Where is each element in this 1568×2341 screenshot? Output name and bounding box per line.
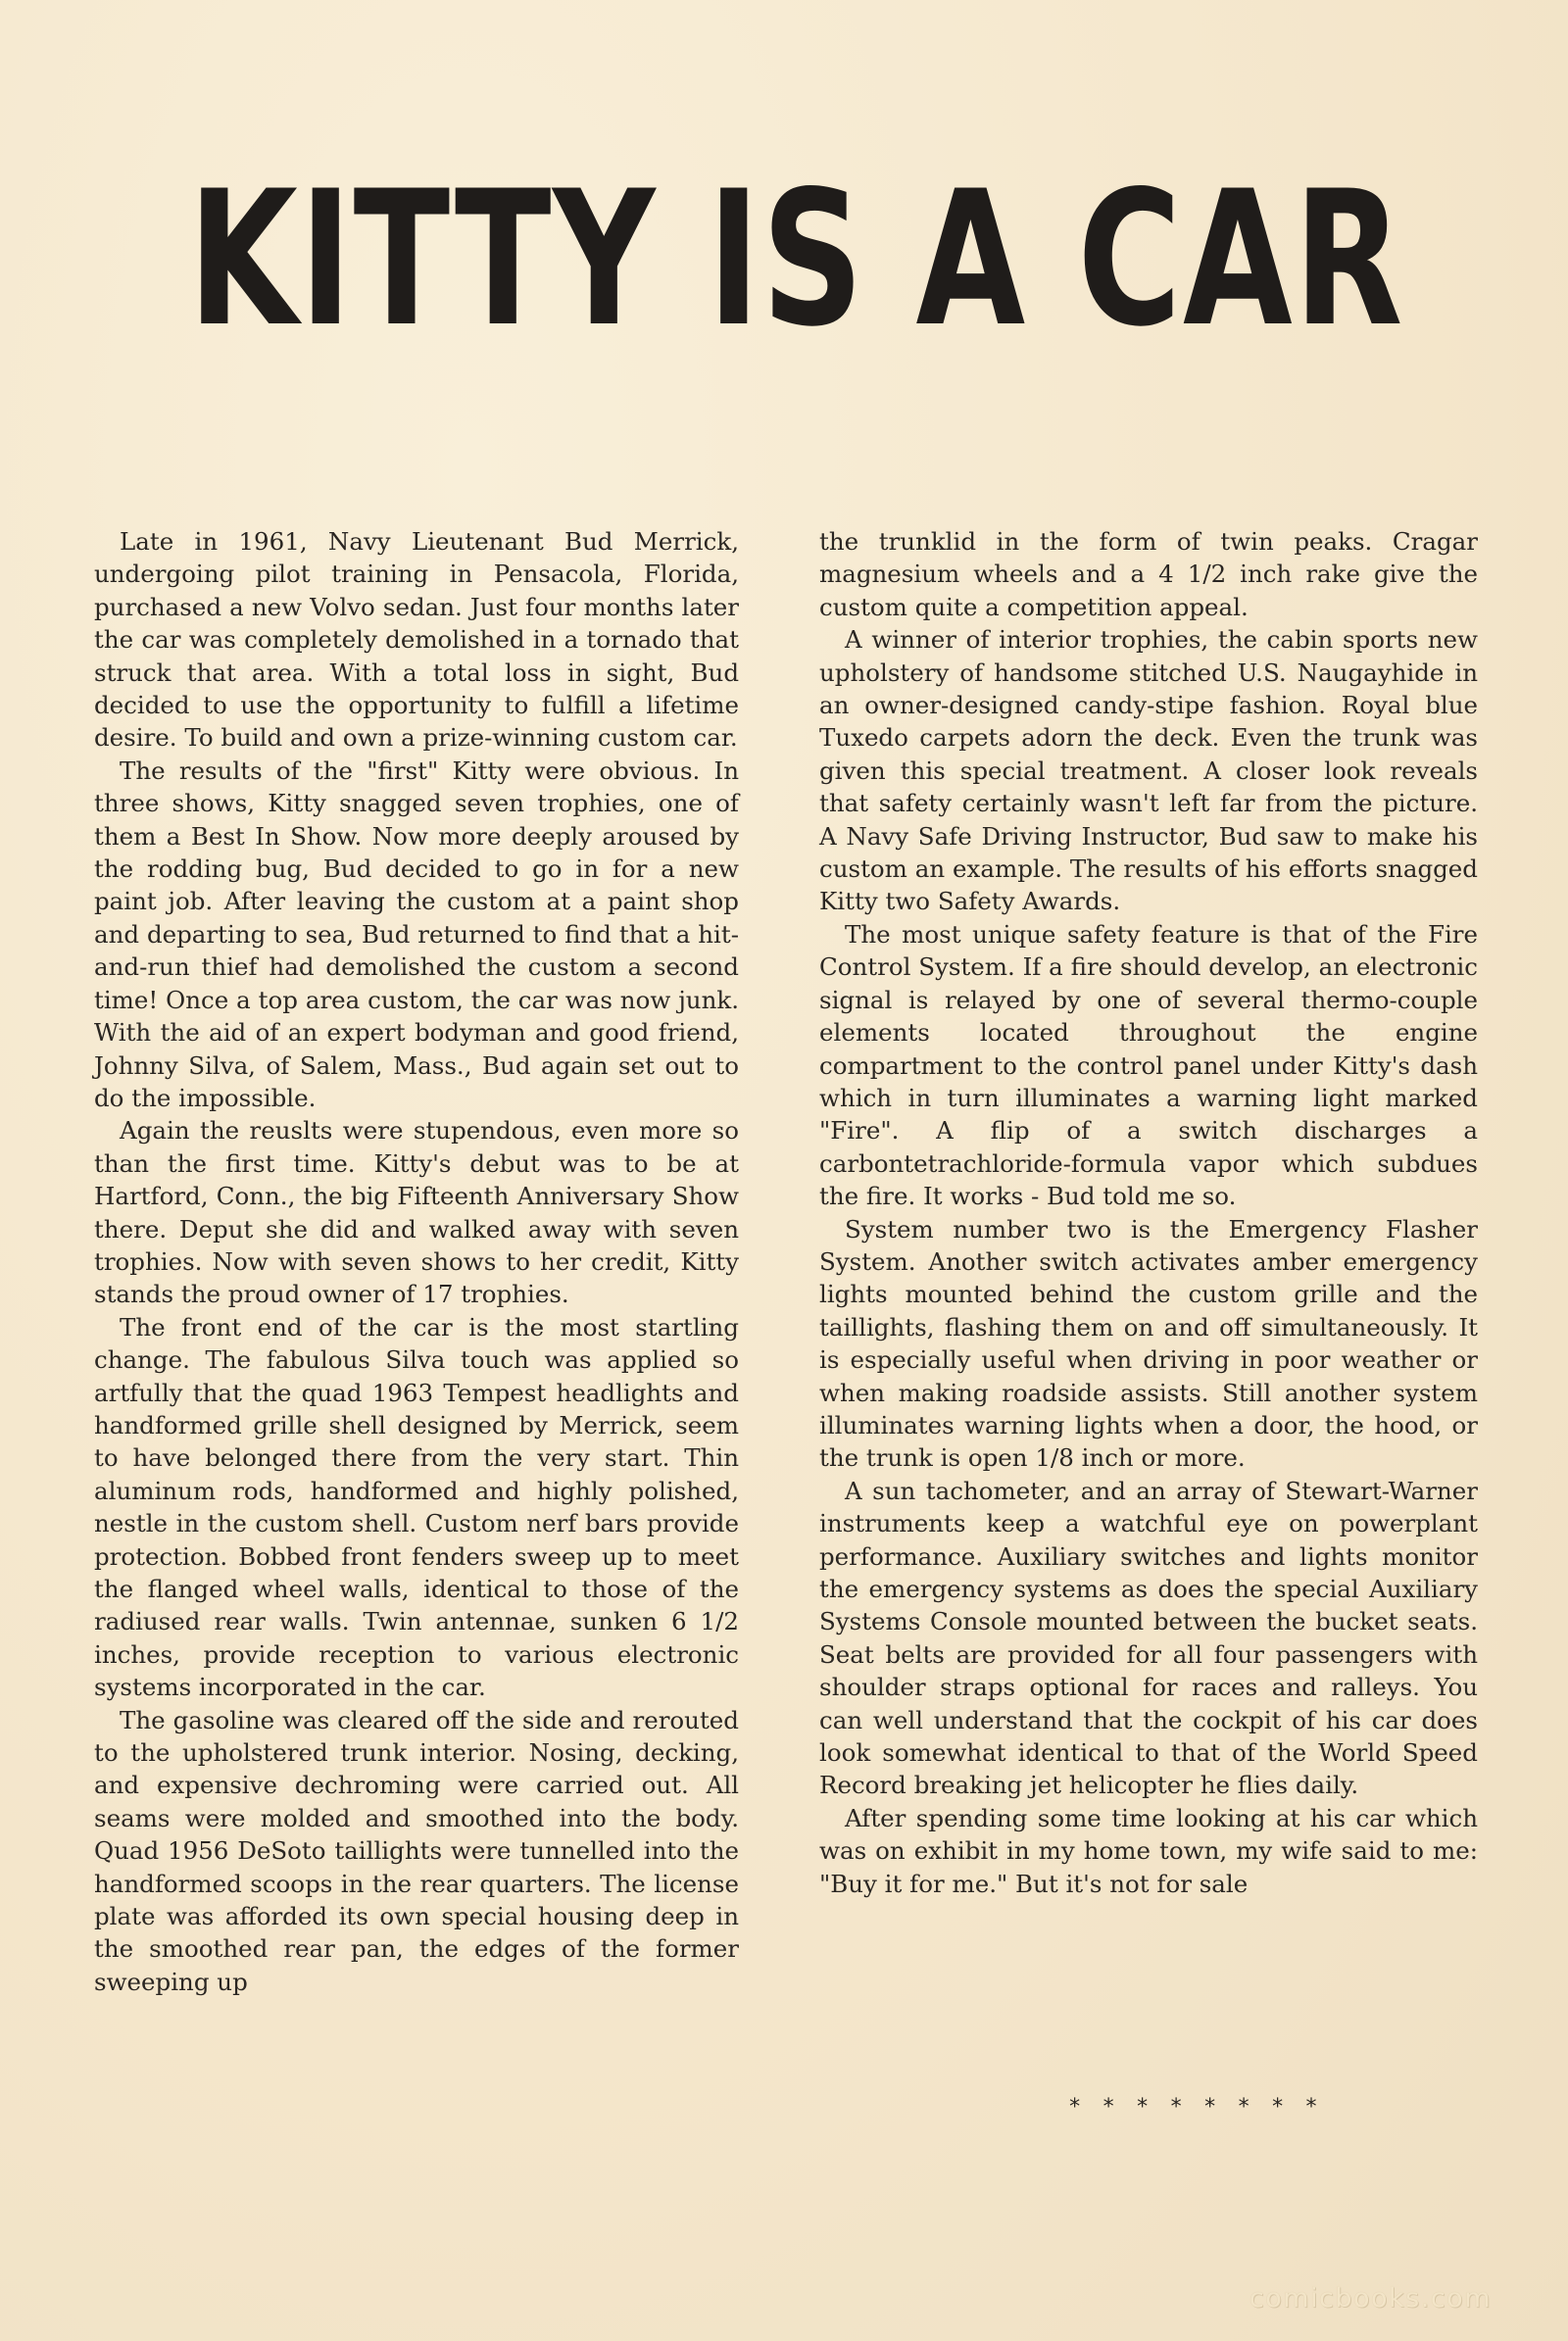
paragraph: System number two is the Emergency Flasher System. Another switch activates amber emergency lights mounted behind the custom grille and the taillights, flashing them on and off simultaneously. It is especially useful when driving in poor weather or when making roadside assists. Still another system illuminates warning lights when a door, the hood, or the trunk is open 1/8 inch or more. <box>819 1214 1478 1473</box>
paragraph: A winner of interior trophies, the cabin sports new upholstery of handsome stitched U.S. Naugayhide in an owner-designed candy-stipe fashion. Royal blue Tuxedo carpets adorn the deck. Even the trunk was given this special treatment. A closer look reveals that safety certainly wasn't left far from the picture. A Navy Safe Driving Instructor, Bud saw to make his custom an example. The results of his efforts snagged Kitty two Safety Awards. <box>819 625 1478 916</box>
right-column <box>819 525 1478 1900</box>
end-mark: * * * * * * * * <box>1068 2095 1322 2120</box>
paragraph: A sun tachometer, and an array of Stewart-Warner instruments keep a watchful eye on powerplant performance. Auxiliary switches and lights monitor the emergency systems as does the special Auxiliary Systems Console mounted between the bucket seats. Seat belts are provided for all four passengers with shoulder straps optional for races and ralleys. You can well understand that the cockpit of his car does look somewhat identical to that of the World Speed Record breaking jet helicopter he flies daily. <box>819 1476 1478 1800</box>
paragraph: Late in 1961, Navy Lieutenant Bud Merrick, undergoing pilot training in Pensacola, Florida, purchased a new Volvo sedan. Just four months later the car was completely demolished in a tornado that struck that area. With a total loss in sight, Bud decided to use the opportunity to fulfill a lifetime desire. To build and own a prize-winning custom car. <box>94 527 739 753</box>
paragraph: The most unique safety feature is that of the Fire Control System. If a fire should develop, an electronic signal is relayed by one of several thermo-couple elements located throughout the engine compartment to the control panel under Kitty's dash which in turn illuminates a warning light marked "Fire". A flip of a switch discharges a carbontetrachloride-formula vapor which subdues the fire. It works - Bud told me so. <box>819 919 1478 1211</box>
paragraph: The gasoline was cleared off the side and rerouted to the upholstered trunk interior. Nosing, decking, and expensive dechroming were carried out. All seams were molded and smoothed into the body. Quad 1956 DeSoto taillights were tunnelled into the handformed scoops in the rear quarters. The license plate was afforded its own special housing deep in the smoothed rear pan, the edges of the former sweeping up <box>94 1705 739 1996</box>
left-column <box>94 525 739 1998</box>
paragraph: After spending some time looking at his car which was on exhibit in my home town, my wife said to me: "Buy it for me." But it's not for sale <box>819 1803 1478 1898</box>
paragraph: The front end of the car is the most startling change. The fabulous Silva touch was applied so artfully that the quad 1963 Tempest headlights and handformed grille shell designed by Merrick, seem to have belonged there from the very start. Thin aluminum rods, handformed and highly polished, nestle in the custom shell. Custom nerf bars provide protection. Bobbed front fenders sweep up to meet the flanged wheel walls, identical to those of the radiused rear walls. Twin antennae, sunken 6 1/2 inches, provide reception to various electronic systems incorporated in the car. <box>94 1312 739 1702</box>
paragraph: The results of the "first" Kitty were obvious. In three shows, Kitty snagged seven trophies, one of them a Best In Show. Now more deeply aroused by the rodding bug, Bud decided to go in for a new paint job. After leaving the custom at a paint shop and departing to sea, Bud returned to find that a hit-and-run thief had demolished the custom a second time! Once a top area custom, the car was now junk. With the aid of an expert bodyman and good friend, Johnny Silva, of Salem, Mass., Bud again set out to do the impossible. <box>94 756 739 1112</box>
watermark: comicbooks.com <box>1249 2283 1492 2314</box>
article-title: KITTY IS A CAR <box>188 151 1404 367</box>
paragraph: the trunklid in the form of twin peaks. Cragar magnesium wheels and a 4 1/2 inch rake give the custom quite a competition appeal. <box>819 527 1478 621</box>
paragraph: Again the reuslts were stupendous, even more so than the first time. Kitty's debut was to be at Hartford, Conn., the big Fifteenth Anniversary Show there. Deput she did and walked away with seven trophies. Now with seven shows to her credit, Kitty stands the proud owner of 17 trophies. <box>94 1116 739 1309</box>
